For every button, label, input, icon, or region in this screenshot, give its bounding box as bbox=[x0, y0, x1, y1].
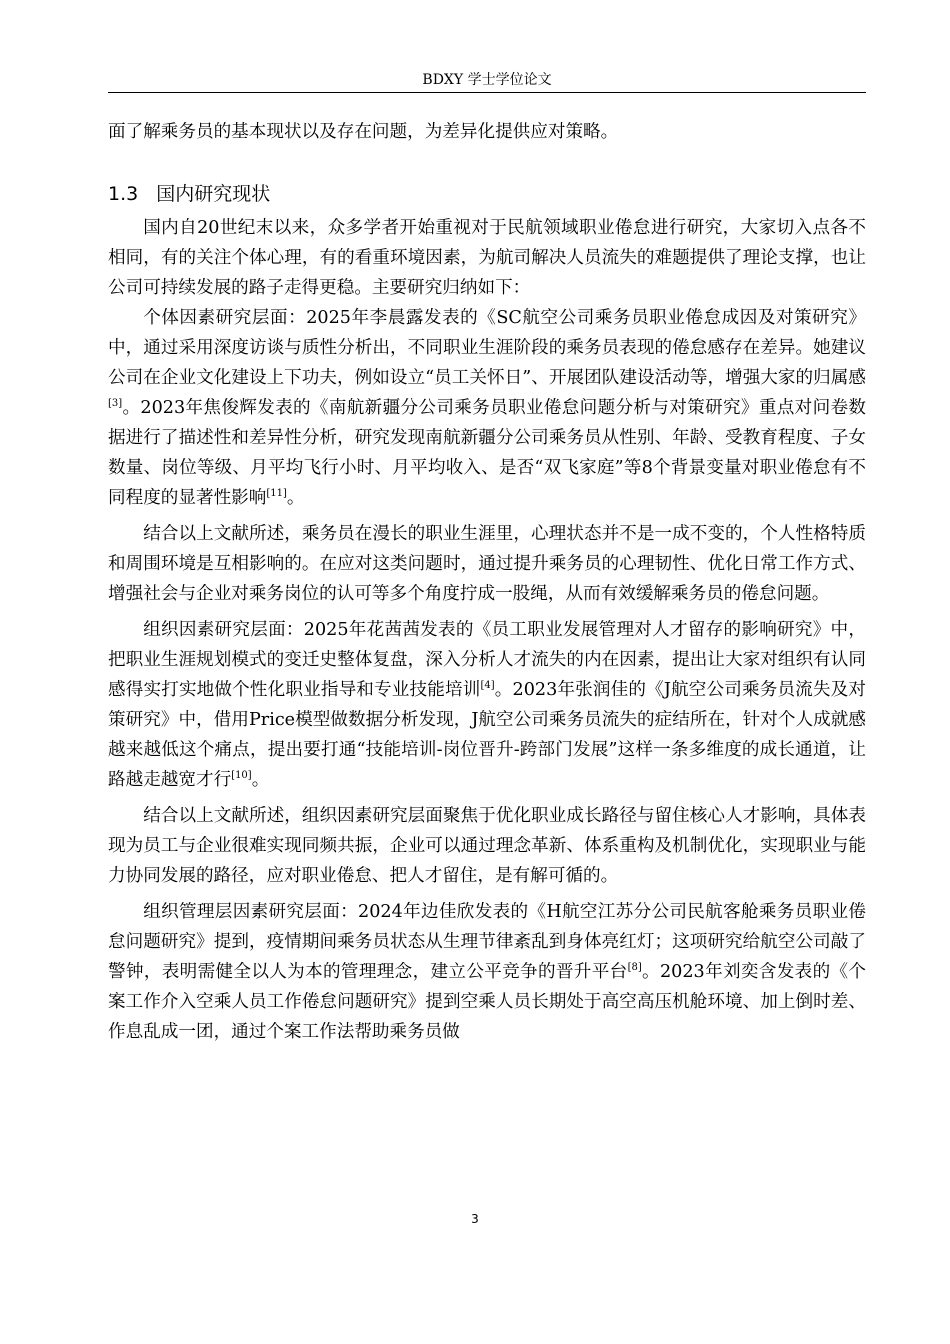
paragraph-text: 。2023年焦俊辉发表的《南航新疆分公司乘务员职业倦怠问题分析与对策研究》重点对问卷数据进行了描述性和差异性分析，研究发现南航新疆分公司乘务员从性别、年龄、受教育程度、子女数量、岗位等级、月平均飞行小时、月平均收入、是否“双飞家庭”等8个背景变量对职业倦怠有不同程度的显著性影响 bbox=[108, 398, 866, 508]
section-number: 1.3 bbox=[108, 183, 139, 205]
citation-4: [4] bbox=[480, 680, 495, 692]
header-title: BDXY 学士学位论文 bbox=[422, 72, 552, 88]
page-body bbox=[108, 117, 866, 1047]
citation-3: [3] bbox=[108, 398, 123, 410]
paragraph-text: 。2023年刘奕含发表的《个案工作介入空乘人员工作倦怠问题研究》提到空乘人员长期处于高空高压机舱环境、加上倒时差、作息乱成一团，通过个案工作法帮助乘务员做 bbox=[108, 962, 866, 1042]
paragraph-text: 。2023年张润佳的《J航空公司乘务员流失及对策研究》中，借用Price模型做数据分析发现，J航空公司乘务员流失的症结所在，针对个人成就感越来越低这个痛点，提出要打通“技能培训-岗位晋升-跨部门发展”这样一条多维度的成长通道，让路越走越宽才行 bbox=[108, 680, 866, 790]
paragraph-continued: 面了解乘务员的基本现状以及存在问题，为差异化提供应对策略。 bbox=[108, 122, 619, 142]
paragraph-summary-individual: 结合以上文献所述，乘务员在漫长的职业生涯里，心理状态并不是一成不变的，个人性格特质和周围环境是互相影响的。在应对这类问题时，通过提升乘务员的心理韧性、优化日常工作方式、增强社会与企业对乘务岗位的认可等多个角度拧成一股绳，从而有效缓解乘务员的倦怠问题。 bbox=[108, 524, 866, 604]
citation-10: [10] bbox=[231, 770, 252, 782]
section-title: 国内研究现状 bbox=[156, 183, 271, 205]
paragraph-text: 个体因素研究层面：2025年李晨露发表的《SC航空公司乘务员职业倦怠成因及对策研究》中，通过采用深度访谈与质性分析出，不同职业生涯阶段的乘务员表现的倦怠感存在差异。她建议公司在企业文化建设上下功夫，例如设立“员工关怀日”、开展团队建设活动等，增强大家的归属感 bbox=[108, 308, 866, 388]
citation-11: [11] bbox=[266, 488, 287, 500]
paragraph-text: 组织因素研究层面：2025年花茜茜发表的《员工职业发展管理对人才留存的影响研究》中，把职业生涯规划模式的变迁史整体复盘，深入分析人才流失的内在因素，提出让大家对组织有认同感得实打实地做个性化职业指导和专业技能培训 bbox=[108, 620, 866, 700]
citation-8: [8] bbox=[627, 962, 642, 974]
page-number: 3 bbox=[471, 1212, 479, 1226]
paragraph-summary-organizational: 结合以上文献所述，组织因素研究层面聚焦于优化职业成长路径与留住核心人才影响，具体表现为员工与企业很难实现同频共振，企业可以通过理念革新、体系重构及机制优化，实现职业与能力协同发展的路径，应对职业倦怠、把人才留住，是有解可循的。 bbox=[108, 806, 866, 886]
paragraph-text: 组织管理层因素研究层面：2024年边佳欣发表的《H航空江苏分公司民航客舱乘务员职业倦怠问题研究》提到，疫情期间乘务员状态从生理节律紊乱到身体亮红灯；这项研究给航空公司敲了警钟，表明需健全以人为本的管理理念，建立公平竞争的晋升平台 bbox=[108, 902, 866, 982]
page-footer bbox=[0, 1212, 950, 1226]
paragraph-text: 。 bbox=[286, 488, 305, 508]
paragraph-intro: 国内自20世纪末以来，众多学者开始重视对于民航领域职业倦怠进行研究，大家切入点各不相同，有的关注个体心理，有的看重环境因素，为航司解决人员流失的难题提供了理论支撑，也让公司可持续发展的路子走得更稳。主要研究归纳如下： bbox=[108, 218, 866, 298]
paragraph-management-factors bbox=[108, 897, 866, 1047]
running-header bbox=[108, 68, 866, 93]
section-heading bbox=[108, 179, 866, 209]
paragraph-individual-factors bbox=[108, 303, 866, 513]
paragraph-text: 。 bbox=[251, 770, 270, 790]
paragraph-organizational-factors bbox=[108, 615, 866, 795]
